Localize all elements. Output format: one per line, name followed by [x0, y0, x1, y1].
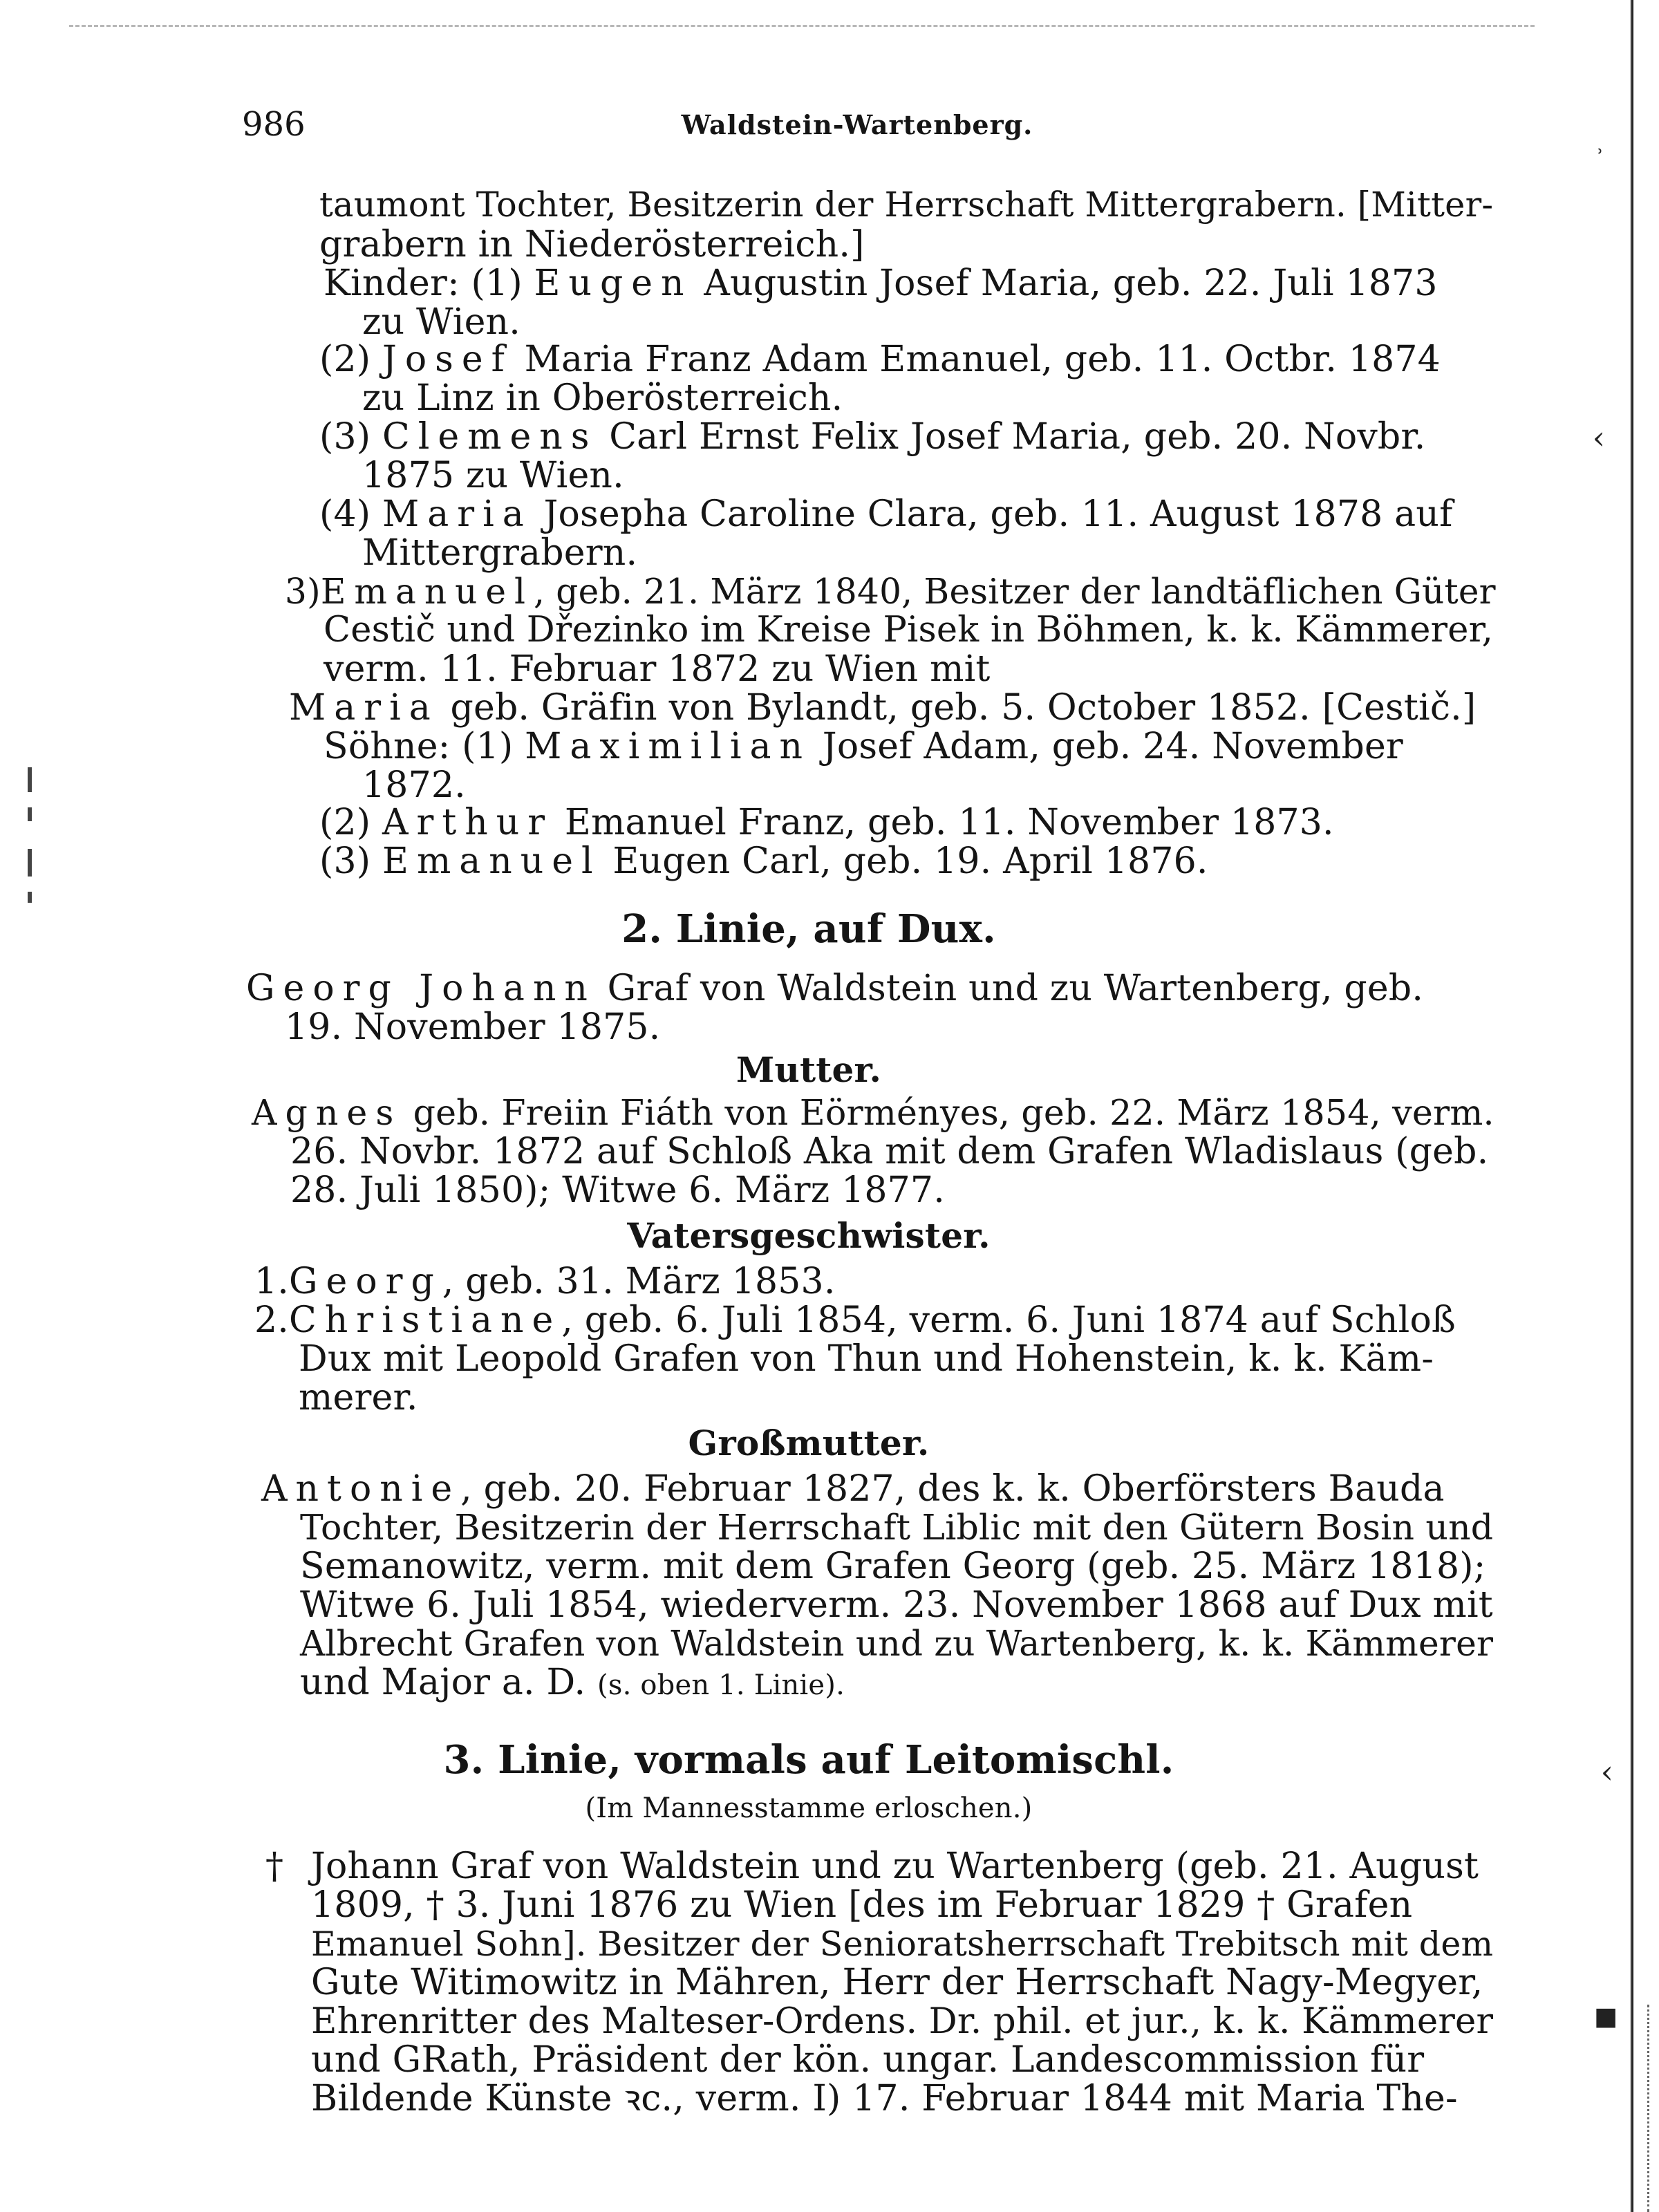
- person-name: Antonie: [261, 1468, 461, 1510]
- grossmutter-heading: Großmutter.: [688, 1423, 930, 1463]
- left-margin-mark-2: [28, 807, 32, 821]
- cross-reference: (s. oben 1. Linie).: [597, 1669, 845, 1701]
- antonie-last-line: und Major a. D. (s. oben 1. Linie).: [300, 1662, 845, 1703]
- children-label: Kinder:: [324, 263, 460, 304]
- margin-mark-dot: ˒: [1597, 140, 1604, 165]
- text-line: 28. Juli 1850); Witwe 6. März 1877.: [290, 1170, 945, 1211]
- person-name: Maria: [289, 687, 439, 729]
- page-header: [242, 105, 1472, 147]
- section-3-subheading: (Im Mannesstamme erloschen.): [585, 1792, 1033, 1824]
- text-line: Gute Witimowitz in Mähren, Herr der Herrschaft Nagy-Megyer,: [311, 1962, 1483, 2003]
- text-line: Cestič und Dřezinko im Kreise Pisek in Böhmen, k. k. Kämmerer,: [324, 610, 1494, 650]
- sibling-entry-1: 1.Georg, geb. 31. März 1853.: [254, 1261, 836, 1302]
- sons-label: Söhne:: [324, 726, 451, 767]
- child-name: Arthur: [382, 802, 554, 843]
- text-line: zu Linz in Oberösterreich.: [362, 377, 843, 419]
- text-line: taumont Tochter, Besitzerin der Herrschaft Mittergrabern. [Mitter-: [319, 185, 1494, 225]
- child-name: Clemens: [382, 416, 598, 458]
- emanuel-entry: 3)Emanuel, geb. 21. März 1840, Besitzer der landtäflichen Güter: [285, 571, 1496, 612]
- text-line: verm. 11. Februar 1872 zu Wien mit: [324, 648, 991, 690]
- dagger-mark: †: [265, 1846, 284, 1887]
- child-name: Emanuel: [382, 841, 601, 882]
- text-line: Ehrenritter des Malteser-Ordens. Dr. phil. et jur., k. k. Kämmerer: [311, 2000, 1494, 2042]
- text-line: Witwe 6. Juli 1854, wiederverm. 23. November 1868 auf Dux mit: [300, 1584, 1493, 1626]
- text-line: 1872.: [362, 765, 466, 806]
- agnes-entry: Agnes geb. Freiin Fiáth von Eörményes, geb. 22. März 1854, verm.: [252, 1092, 1494, 1133]
- text-line: 1875 zu Wien.: [362, 455, 624, 496]
- left-margin-mark-4: [28, 892, 32, 903]
- text-line: und GRath, Präsident der kön. ungar. Landescommission für: [311, 2039, 1425, 2081]
- text-line: Tochter, Besitzerin der Herrschaft Liblic mit den Gütern Bosin und: [300, 1507, 1494, 1548]
- text-line: Emanuel Sohn]. Besitzer der Senioratsherrschaft Trebitsch mit dem: [311, 1924, 1494, 1964]
- sibling-entry-2: 2.Christiane, geb. 6. Juli 1854, verm. 6. Juni 1874 auf Schloß: [254, 1300, 1456, 1341]
- scan-artifact-top: [69, 25, 1535, 30]
- left-margin-mark-1: [28, 767, 32, 792]
- wife-entry: Maria geb. Gräfin von Bylandt, geb. 5. October 1852. [Cestič.]: [289, 687, 1477, 729]
- text-line: Johann Graf von Waldstein und zu Wartenberg (geb. 21. August: [311, 1846, 1479, 1887]
- page-edge-shadow: [1630, 0, 1634, 2212]
- page-number: 986: [242, 105, 306, 144]
- child-name: Maria: [382, 494, 532, 535]
- georg-entry: Georg Johann Graf von Waldstein und zu Wartenberg, geb.: [246, 968, 1424, 1009]
- children-entry-1: Kinder: (1) Eugen Augustin Josef Maria, geb. 22. Juli 1873: [324, 263, 1438, 304]
- sons-entry-2: (2) Arthur Emanuel Franz, geb. 11. November 1873.: [319, 802, 1334, 843]
- text-line: Dux mit Leopold Grafen von Thun und Hohenstein, k. k. Käm-: [299, 1338, 1434, 1380]
- person-name: Georg: [289, 1261, 442, 1302]
- mutter-heading: Mutter.: [735, 1049, 882, 1090]
- left-margin-mark-3: [28, 849, 32, 877]
- person-name: Christiane: [289, 1300, 562, 1341]
- child-name: Eugen: [534, 263, 693, 304]
- antonie-entry: Antonie, geb. 20. Februar 1827, des k. k. Oberförsters Bauda: [261, 1468, 1445, 1510]
- margin-mark-arrow-1: ‹: [1592, 419, 1605, 456]
- sons-entry-3: (3) Emanuel Eugen Carl, geb. 19. April 1876.: [319, 841, 1208, 882]
- section-3-heading: 3. Linie, vormals auf Leitomischl.: [443, 1737, 1174, 1783]
- person-name: Emanuel: [320, 571, 534, 612]
- text-line: Semanowitz, verm. mit dem Grafen Georg (geb. 25. März 1818);: [300, 1546, 1486, 1587]
- text-line: Bildende Künste ꝛc., verm. I) 17. Februar 1844 mit Maria The-: [311, 2078, 1458, 2119]
- text-line: 1809, † 3. Juni 1876 zu Wien [des im Februar 1829 † Grafen: [311, 1884, 1413, 1926]
- children-entry-4: (4) Maria Josepha Caroline Clara, geb. 11. August 1878 auf: [319, 494, 1453, 535]
- person-name: Georg Johann: [246, 968, 596, 1009]
- text-line: Mittergrabern.: [362, 532, 638, 574]
- text-line: merer.: [299, 1377, 418, 1418]
- text-line: 19. November 1875.: [285, 1006, 661, 1048]
- text-line: Albrecht Grafen von Waldstein und zu Wartenberg, k. k. Kämmerer: [300, 1623, 1494, 1664]
- text-line: 26. Novbr. 1872 auf Schloß Aka mit dem Grafen Wladislaus (geb.: [290, 1131, 1489, 1172]
- margin-mark-arrow-2: ‹: [1600, 1753, 1613, 1790]
- page-edge-dots: [1647, 2005, 1652, 2212]
- child-name: Josef: [382, 339, 513, 380]
- text-line: grabern in Niederösterreich.]: [319, 224, 865, 265]
- text-line: zu Wien.: [362, 301, 521, 343]
- child-name: Maximilian: [525, 726, 812, 767]
- sons-entry-1: Söhne: (1) Maximilian Josef Adam, geb. 24. November: [324, 726, 1403, 767]
- person-name: Agnes: [252, 1092, 402, 1133]
- children-entry-3: (3) Clemens Carl Ernst Felix Josef Maria, geb. 20. Novbr.: [319, 416, 1426, 458]
- section-2-heading: 2. Linie, auf Dux.: [621, 906, 996, 952]
- vatersgeschwister-heading: Vatersgeschwister.: [627, 1215, 991, 1256]
- margin-mark-blot: ■: [1593, 2003, 1618, 2031]
- children-entry-2: (2) Josef Maria Franz Adam Emanuel, geb. 11. Octbr. 1874: [319, 339, 1441, 380]
- running-head: Waldstein-Wartenberg.: [681, 109, 1033, 140]
